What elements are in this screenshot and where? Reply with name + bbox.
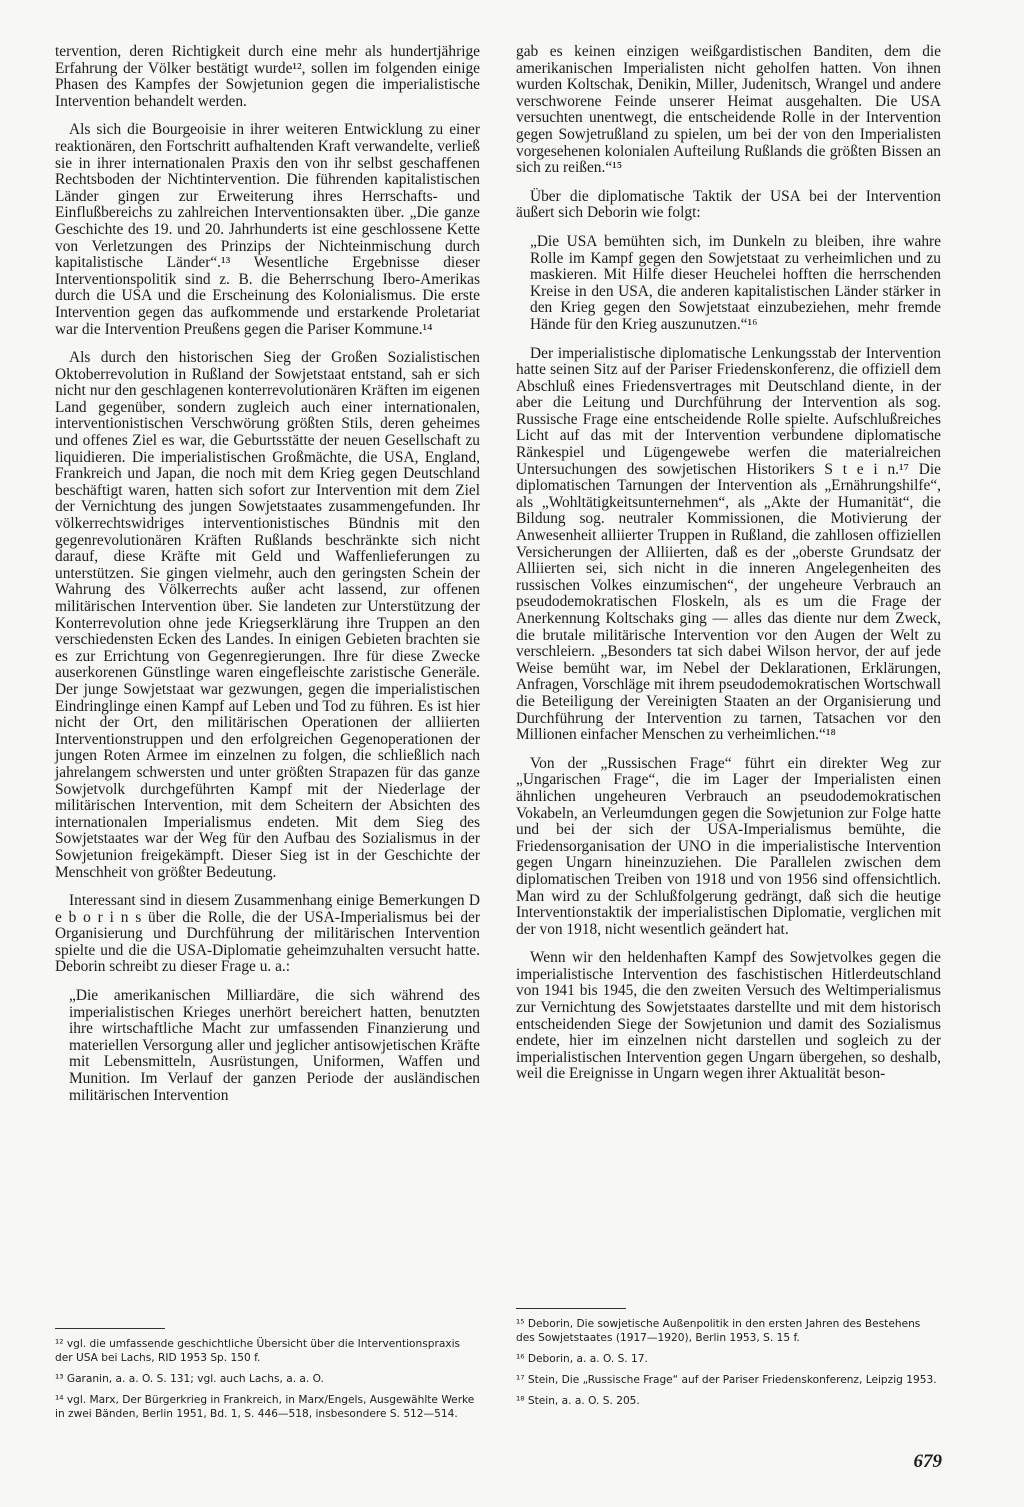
paragraph: Interessant sind in diesem Zusammenhang einige Bemerkungen D e b o r i n s über die Rolle, die der USA-Imperialismus bei der Organisierung und Durchführung der militärischen Intervention spielte und die die USA-Diplomatie geheimzuhalten versucht hatte. Deborin schreibt zu dieser Frage u. a.: (55, 892, 480, 976)
paragraph: tervention, deren Richtigkeit durch eine mehr als hundertjährige Erfahrung der Völker bestätigt wurde¹², sollen im folgenden einige Phasen des Kampfes der Sowjetunion gegen die imperialistische Intervention behandelt werden. (55, 43, 480, 110)
footnote: ¹⁴ vgl. Marx, Der Bürgerkrieg in Frankreich, in Marx/Engels, Ausgewählte Werke in zwei Bänden, Berlin 1951, Bd. 1, S. 446—518, insbesondere S. 512—514. (55, 1394, 475, 1420)
footnotes-right (516, 1308, 941, 1415)
paragraph: Über die diplomatische Taktik der USA bei der Intervention äußert sich Deborin wie folgt: (516, 187, 941, 222)
footnote: ¹⁵ Deborin, Die sowjetische Außenpolitik in den ersten Jahren des Bestehens des Sowjetstaates (1917—1920), Berlin 1953, S. 15 f. (516, 1318, 921, 1344)
page-number: 679 (913, 1451, 942, 1472)
paragraph: Von der „Russischen Frage“ führt ein direkter Weg zur „Ungarischen Frage“, die im Lager der Imperialisten einen ähnlichen ungeheuren Verbrauch an pseudodemokratischen Vokabeln, an Verleumdungen gegen die Sowjetunion zur Folge hatte und bei der sich der USA-Imperialismus bemühte, die Friedensorganisation der UNO in die imperialistische Intervention gegen Ungarn hineinzuziehen. Die Parallelen zwischen dem diplomatischen Treiben von 1918 und von 1956 sind offensichtlich. Man wird zu der Schlußfolgerung gedrängt, daß sich die heutige Interventionstaktik der imperialistischen Diplomatie, verglichen mit der von 1918, nicht wesentlich geändert hat. (516, 754, 941, 938)
block-quote: „Die USA bemühten sich, im Dunkeln zu bleiben, ihre wahre Rolle im Kampf gegen den Sowjetstaat zu verheimlichen und zu maskieren. Mit Hilfe dieser Heuchelei hofften die herrschenden Kreise in den USA, die anderen kapitalistischen Länder stärker in den Krieg gegen den Sowjetstaat einzubeziehen, mehr fremde Hände für den Krieg auszunutzen.“¹⁶ (530, 232, 941, 333)
footnotes-left (55, 1328, 480, 1428)
right-column (516, 44, 941, 1095)
footnote-rule (516, 1308, 626, 1309)
paragraph: Als durch den historischen Sieg der Großen Sozialistischen Oktoberrevolution in Rußland der Sowjetstaat entstand, sah er sich nicht nur den geschlagenen konterrevolutionären Kräften im eigenen Land gegenüber, sondern zugleich auch einer internationalen, interventionistischen Verschwörung größten Stils, deren geheimes und offenes Ziel es war, die Geburtsstätte der neuen Gesellschaft zu liquidieren. Die imperialistischen Großmächte, die USA, England, Frankreich und Japan, die noch mit dem Krieg gegen Deutschland beschäftigt waren, hatten sich sofort zur Intervention mit dem Ziel der Vernichtung des jungen Sowjetstaates zusammengefunden. Ihr völkerrechtswidriges interventionistisches Bündnis mit den gegenrevolutionären Kräften Rußlands beschränkte sich nicht darauf, diese Kräfte mit Geld und Waffenlieferungen zu unterstützen. Sie gingen vielmehr, auch den geringsten Schein der Wahrung des Völkerrechts außer acht lassend, zur offenen militärischen Intervention über. Sie landeten zur Unterstützung der Konterrevolution ohne jede Kriegserklärung ihre Truppen an den verschiedensten Ecken des Landes. In einigen Gebieten brachten sie es zur Errichtung von Gegenregierungen. Ihre für diese Zwecke auserkorenen Günstlinge waren eingefleischte zaristische Generäle. Der junge Sowjetstaat war gezwungen, gegen die imperialistischen Eindringlinge einen Kampf auf Leben und Tod zu führen. Es ist hier nicht der Ort, den militärischen Operationen der alliierten Interventionstruppen und den erfolgreichen Gegenoperationen der jungen Roten Armee im einzelnen zu folgen, die schließlich nach jahrelangem schwersten und unter größten Strapazen für das ganze Sowjetvolk durchgeführten Kampf mit der Niederlage der militärischen Intervention, mit dem Scheitern der Absichten des internationalen Imperialismus endeten. Mit dem Sieg des Sowjetstaates war der Weg für den Aufbau des Sozialismus in der Sowjetunion freigekämpft. Dieser Sieg ist in der Geschichte der Menschheit von größter Bedeutung. (55, 349, 480, 881)
paragraph: Als sich die Bourgeoisie in ihrer weiteren Entwicklung zu einer reaktionären, den Fortschritt aufhaltenden Kraft verwandelte, verließ sie in ihrer internationalen Praxis den von ihr selbst geschaffenen Rechtsboden der Nichtintervention. Die führenden kapitalistischen Länder gingen zur Erweiterung ihres Herrschafts- und Einflußbereichs zu zahlreichen Interventionsakten über. „Die ganze Geschichte des 19. und 20. Jahrhunderts ist eine geschlossene Kette von Verletzungen des Prinzips der Nichteinmischung durch kapitalistische Länder“.¹³ Wesentliche Ergebnisse dieser Interventionspolitik sind z. B. die Beherrschung Ibero-Amerikas durch die USA und die Erscheinung des Kolonialismus. Die erste Intervention gegen das aufkommende und erstarkende Proletariat war die Intervention Preußens gegen die Pariser Kommune.¹⁴ (55, 121, 480, 338)
footnote: ¹⁶ Deborin, a. a. O. S. 17. (516, 1353, 648, 1365)
footnote: ¹⁸ Stein, a. a. O. S. 205. (516, 1395, 640, 1407)
paragraph: Wenn wir den heldenhaften Kampf des Sowjetvolkes gegen die imperialistische Intervention des faschistischen Hitlerdeutschland von 1941 bis 1945, die den zweiten Versuch des Weltimperialismus zur Vernichtung des Sowjetstaates darstellte und mit dem historisch entscheidenden Siege der Sowjetunion und damit des Sozialismus endete, hier im einzelnen nicht darstellen und sogleich zu der imperialistischen Intervention gegen Ungarn übergehen, so deshalb, weil die Ereignisse in Ungarn wegen ihrer Aktualität beson- (516, 949, 941, 1083)
paragraph: Der imperialistische diplomatische Lenkungsstab der Intervention hatte seinen Sitz auf der Pariser Friedenskonferenz, die offiziell dem Abschluß eines Friedensvertrages mit Deutschland diente, in der aber die Leitung und Durchführung der Intervention als sog. Russische Frage eine entscheidende Rolle spielte. Aufschlußreiches Licht auf das mit der Intervention verbundene diplomatische Ränkespiel und Lügengewebe werfen die materialreichen Untersuchungen des sowjetischen Historikers S t e i n.¹⁷ Die diplomatischen Tarnungen der Intervention als „Ernährungshilfe“, als „Wohltätigkeitsunternehmen“, als „Akte der Humanität“, die Bildung sog. neutraler Kommissionen, die Motivierung der Anwesenheit alliierter Truppen in Rußland, die zahllosen offiziellen Versicherungen der Alliierten, daß es der „oberste Grundsatz der Alliierten sei, sich nicht in die inneren Angelegenheiten des russischen Volkes einzumischen“, der ungeheure Verbrauch an pseudodemokratischen Floskeln, als es um die Frage der Anerkennung Koltschaks ging — alles das diente nur dem Zweck, die brutale militärische Intervention vor den Augen der Welt zu verschleiern. „Besonders tat sich dabei Wilson hervor, der auf jede Weise bemüht war, im Nebel der Deklarationen, Erklärungen, Anfragen, Vorschläge mit ihrem pseudodemokratischen Wortschwall die Beteiligung der Vereinigten Staaten an der Organisierung und Durchführung der Intervention zu tarnen, Tatsachen vor den Millionen einfacher Menschen zu verheimlichen.“¹⁸ (516, 344, 941, 744)
footnote: ¹⁷ Stein, Die „Russische Frage“ auf der Pariser Friedenskonferenz, Leipzig 1953. (516, 1374, 937, 1386)
footnote: ¹² vgl. die umfassende geschichtliche Übersicht über die Interventionspraxis der USA bei Lachs, RID 1953 Sp. 150 f. (55, 1338, 461, 1364)
paragraph: gab es keinen einzigen weißgardistischen Banditen, dem die amerikanischen Imperialisten nicht geholfen hatten. Von ihnen wurden Koltschak, Denikin, Miller, Judenitsch, Wrangel und andere verschworene Feinde unserer Heimat ausgehalten. Die USA versuchten unentwegt, die entscheidende Rolle in der Intervention gegen Sowjetrußland zu spielen, um bei der von den Imperialisten vorgesehenen kolonialen Aufteilung Rußlands die größten Bissen an sich zu reißen.“¹⁵ (516, 43, 941, 177)
block-quote: „Die amerikanischen Milliardäre, die sich während des imperialistischen Krieges unerhört bereichert hatten, benutzten ihre wirtschaftliche Macht zur umfassenden Finanzierung und materiellen Versorgung aller und jeglicher antisowjetischen Kräfte mit Lebensmitteln, Ausrüstungen, Uniformen, Waffen und Munition. Im Verlauf der ganzen Periode der ausländischen militärischen Intervention (69, 987, 480, 1104)
footnote: ¹³ Garanin, a. a. O. S. 131; vgl. auch Lachs, a. a. O. (55, 1373, 324, 1385)
footnote-rule (55, 1328, 165, 1329)
left-column (55, 44, 480, 1116)
